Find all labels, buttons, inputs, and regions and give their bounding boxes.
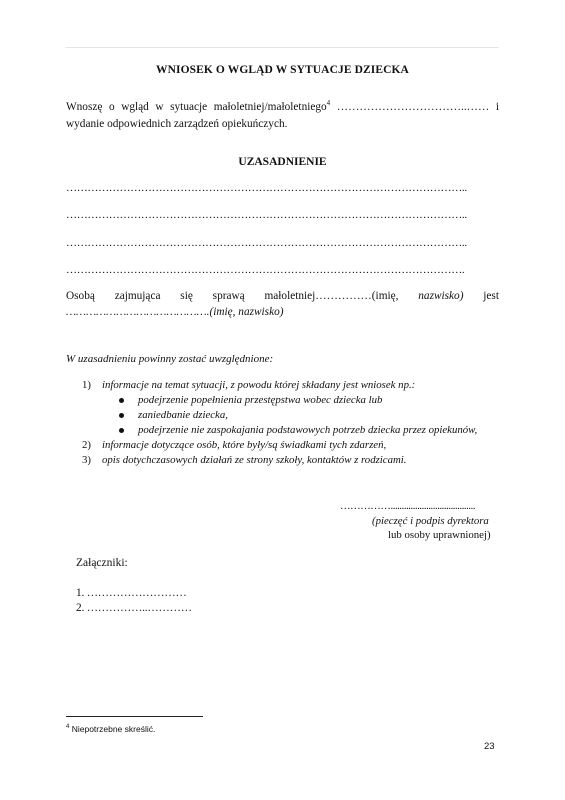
word: Osobą	[66, 290, 95, 302]
intro-conjunction: i	[495, 101, 500, 113]
footnote-text: Niepotrzebne skreślić.	[71, 724, 156, 734]
attachment-item-2: 2. ……………..…………	[76, 602, 192, 614]
bullet-icon	[119, 413, 124, 418]
list-item-text: informacje dotyczące osób, które były/są świadkami tych zdarzeń,	[102, 439, 387, 451]
word: zajmująca	[114, 290, 161, 302]
responsible-person-line	[66, 290, 499, 302]
justification-title: UZASADNIENIE	[238, 156, 327, 168]
list-number: 2)	[82, 439, 91, 451]
bullet-icon	[119, 428, 124, 433]
bullet-text: podejrzenie nie zaspokajania podstawowych potrzeb dziecka przez opiekunów,	[138, 424, 478, 436]
bullet-item	[82, 393, 477, 408]
notes-list	[82, 378, 477, 468]
intro-paragraph-continuation: wydanie odpowiednich zarządzeń opiekuńczych.	[66, 118, 288, 130]
signature-caption: (pieczęć i podpis dyrektora	[372, 515, 489, 527]
word: małoletniej……………(imię,	[264, 290, 399, 302]
intro-text: Wnoszę o wgląd w sytuacje małoletniej/małoletniego	[66, 101, 327, 113]
intro-dots: ……………………………..……	[336, 101, 490, 113]
document-title: WNIOSEK O WGLĄD W SYTUACJE DZIECKA	[156, 64, 409, 76]
list-number: 1)	[82, 379, 91, 391]
responsible-person-line-2: …………………………………….(imię, nazwisko)	[66, 306, 284, 318]
signature-line: ……………......................................	[340, 501, 476, 512]
footnote	[66, 724, 155, 734]
list-number: 3)	[82, 454, 91, 466]
word: nazwisko)	[418, 290, 464, 302]
list-item	[82, 453, 477, 468]
bullet-text: podejrzenie popełnienia przestępstwa wobec dziecka lub	[138, 394, 383, 406]
bullet-text: zaniedbanie dziecka,	[138, 409, 228, 421]
page-number: 23	[484, 741, 495, 752]
list-item-text: opis dotychczasowych działań ze strony szkoły, kontaktów z rodzicami.	[102, 454, 407, 466]
list-item-text: informacje na temat sytuacji, z powodu której składany jest wniosek np.:	[102, 379, 416, 391]
signature-caption-2: lub osoby uprawnionej)	[388, 529, 491, 541]
list-item	[82, 438, 477, 453]
header-rule	[66, 47, 499, 48]
attachment-item-1: 1. ………………………	[76, 587, 187, 599]
dot-line-2: …………………………………………………………………………………………………..	[66, 209, 467, 221]
footnote-number: 4	[66, 724, 70, 731]
word: jest	[483, 290, 499, 302]
notes-heading: W uzasadnieniu powinny zostać uwzględnione:	[66, 353, 274, 365]
dot-line-1: …………………………………………………………………………………………………..	[66, 182, 467, 194]
bullet-item	[82, 408, 477, 423]
attachments-heading: Załączniki:	[76, 557, 128, 569]
word: się	[180, 290, 193, 302]
footnote-ref: 4	[326, 99, 331, 108]
dot-line-3: …………………………………………………………………………………………………..	[66, 237, 467, 249]
bullet-item	[82, 423, 477, 438]
intro-paragraph	[66, 99, 499, 116]
word: sprawą	[212, 290, 245, 302]
dot-line-4: ………………………………………………………………………………………………….	[66, 264, 465, 276]
list-item	[82, 378, 477, 393]
bullet-icon	[119, 398, 124, 403]
footnote-rule	[66, 716, 203, 717]
